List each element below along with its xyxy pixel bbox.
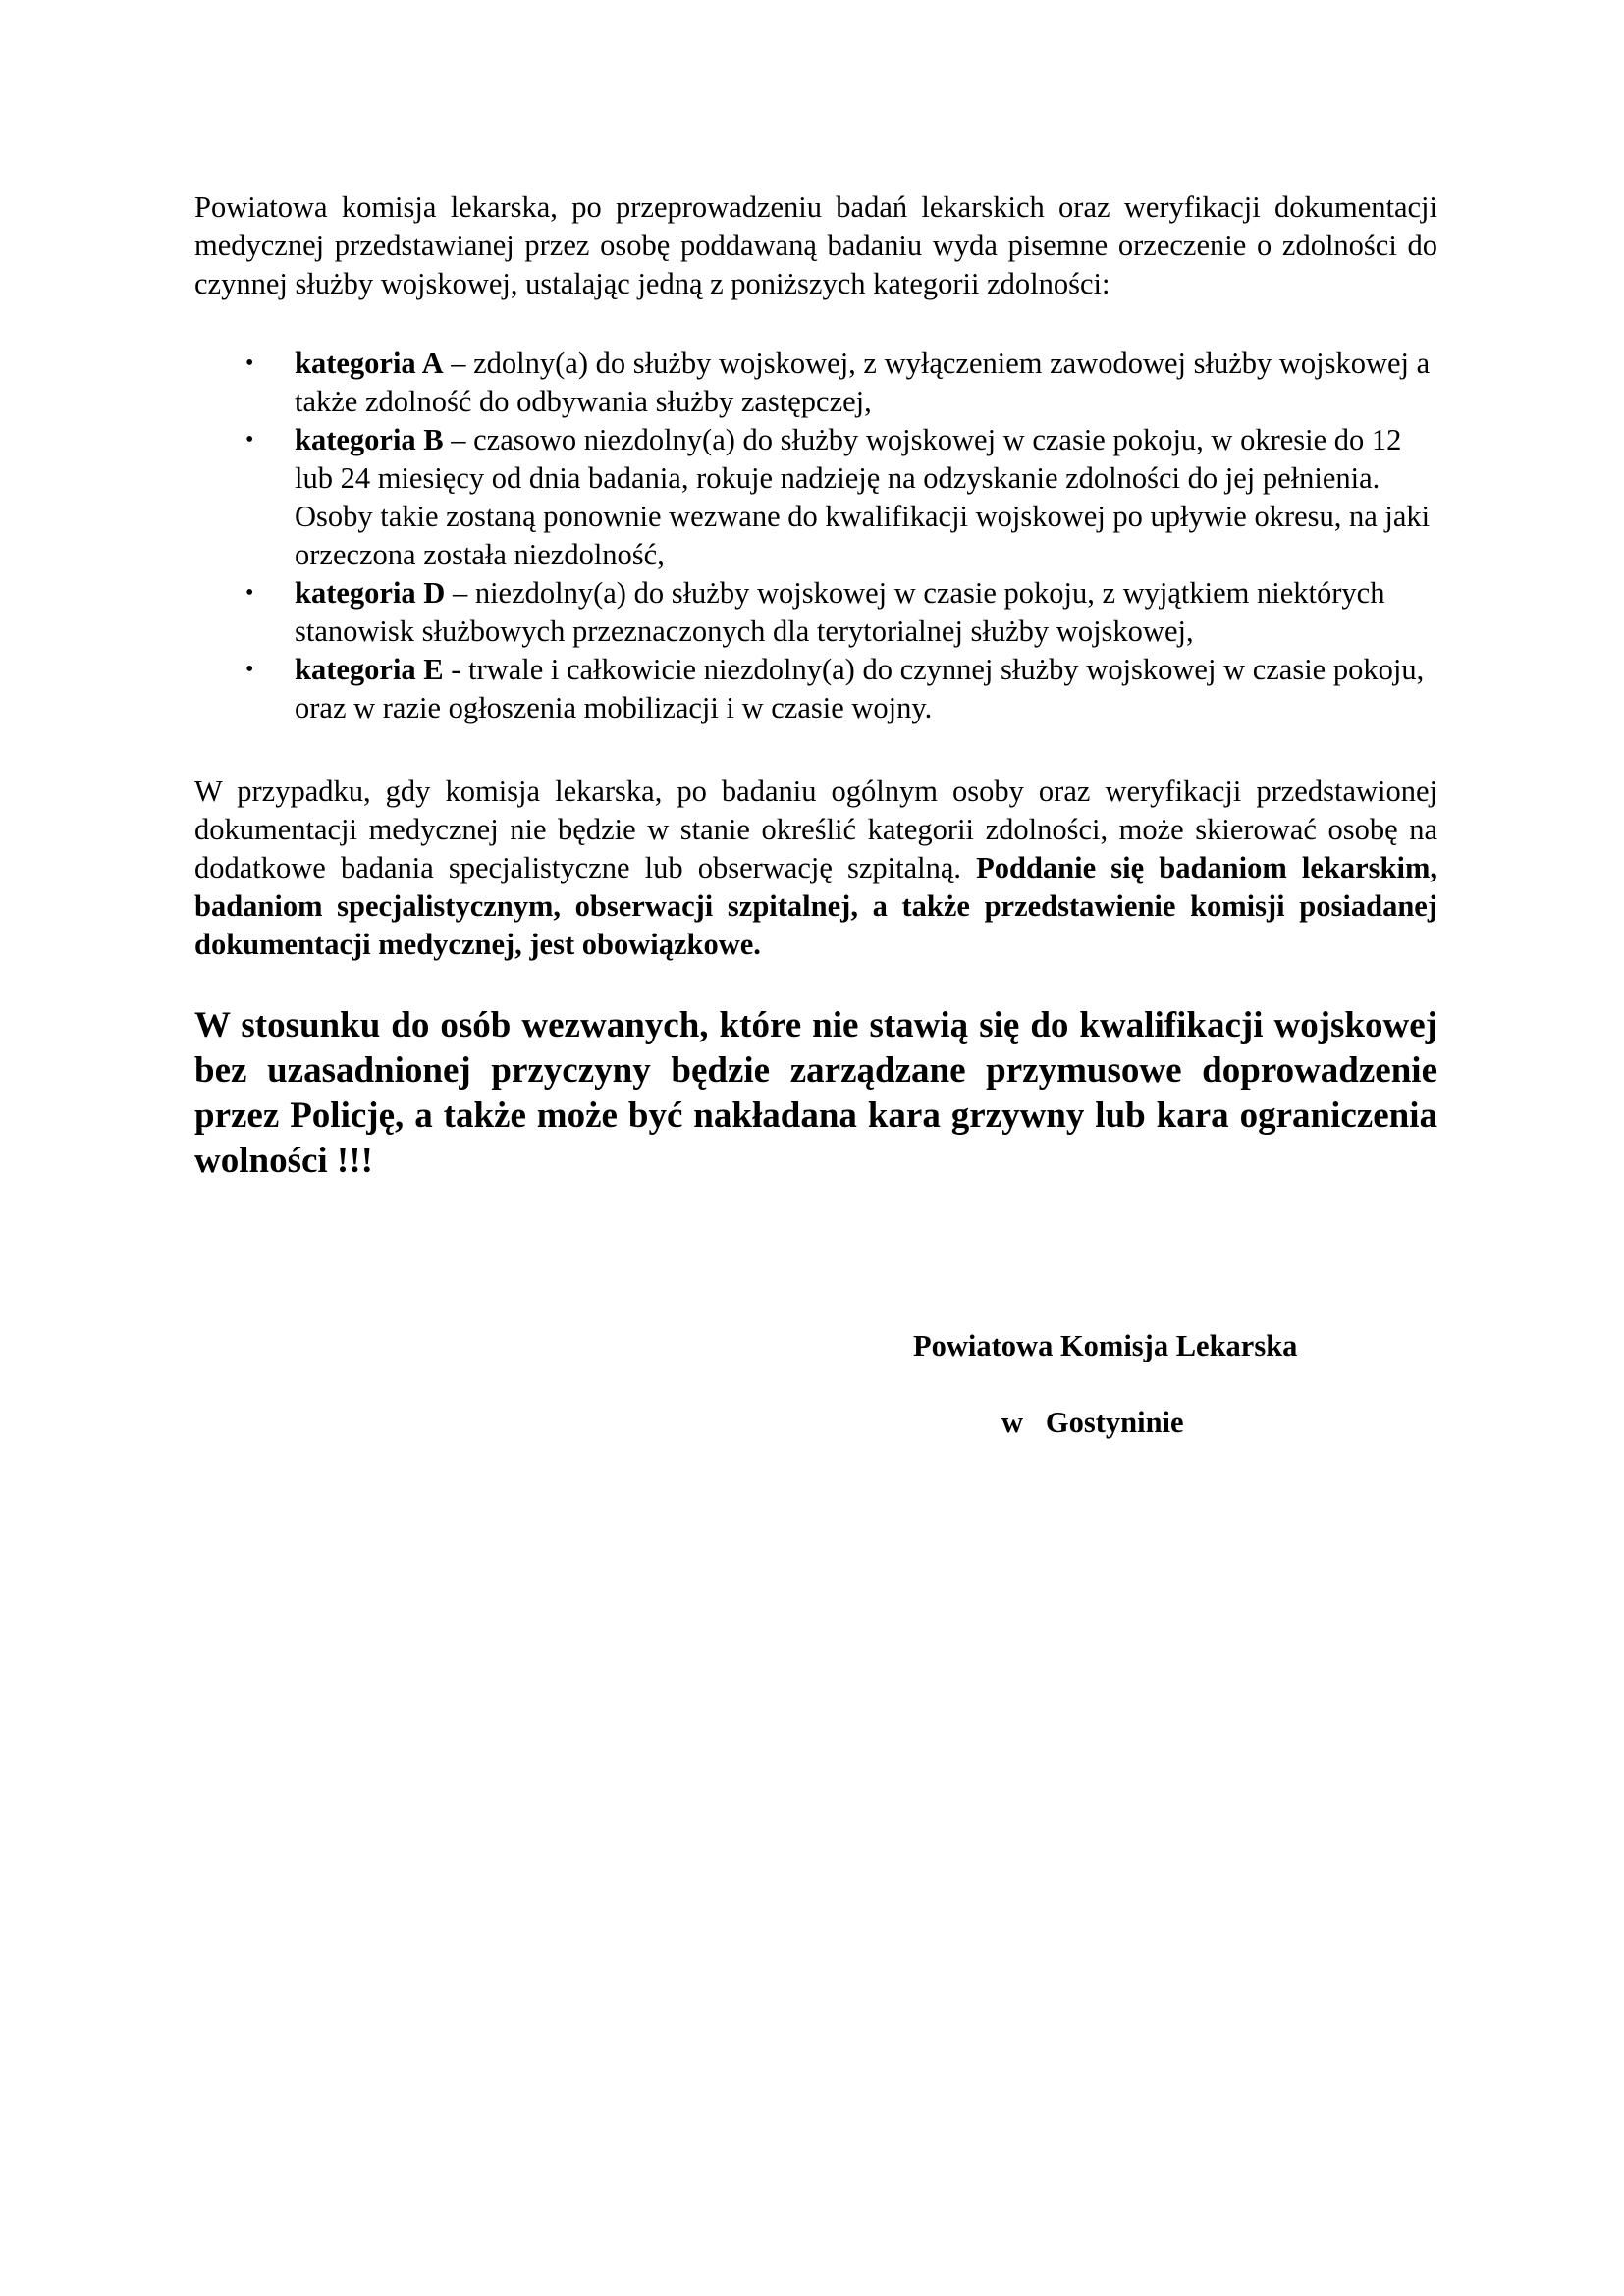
category-name: kategoria A: [295, 347, 444, 380]
category-description: – zdolny(a) do służby wojskowej, z wyłączeniem zawodowej służby wojskowej a także zdolność do odbywania służby zastępczej,: [295, 347, 1431, 418]
document-body: [194, 188, 1437, 1184]
signature-line-1: Powiatowa Komisja Lekarska: [913, 1329, 1298, 1362]
list-item: [194, 574, 1441, 651]
category-name: kategoria D: [295, 576, 446, 610]
category-description: - trwale i całkowicie niezdolny(a) do czynnej służby wojskowej w czasie pokoju, oraz w razie ogłoszenia mobilizacji i w czasie wojny.: [295, 653, 1425, 724]
intro-paragraph: Powiatowa komisja lekarska, po przeprowadzeniu badań lekarskich oraz weryfikacji dokumentacji medycznej przedstawianej przez osobę poddawaną badaniu wyda pisemne orzeczenie o zdolności do czynnej służby wojskowej, ustalając jedną z poniższych kategorii zdolności:: [194, 190, 1437, 300]
bullet-icon: •: [245, 350, 254, 376]
category-description: – czasowo niezdolny(a) do służby wojskowej w czasie pokoju, w okresie do 12 lub 24 miesięcy od dnia badania, rokuje nadzieję na odzyskanie zdolności do jej pełnienia. Osoby takie zostaną ponownie wezwane do kwalifikacji wojskowej po upływie okresu, na jaki orzeczona została niezdolność,: [295, 423, 1431, 571]
bullet-icon: •: [245, 580, 254, 606]
obligation-text: W przypadku, gdy komisja lekarska, po badaniu ogólnym osoby oraz weryfikacji przedstawionej dokumentacji medycznej nie będzie w stanie określić kategorii zdolności, może skierować osobę na dodatkowe badania specjalistyczne lub obserwację szpitalną.: [194, 774, 1437, 884]
obligation-bold-text: Poddanie się badaniom lekarskim, badaniom specjalistycznym, obserwacji szpitalnej, a także przedstawienie komisji posiadanej dokumentacji medycznej, jest obowiązkowe.: [194, 851, 1437, 961]
list-item: [194, 651, 1441, 727]
bullet-icon: •: [245, 657, 254, 682]
list-item: [194, 421, 1441, 574]
obligation-paragraph: [194, 773, 1437, 964]
category-description: – niezdolny(a) do służby wojskowej w czasie pokoju, z wyjątkiem niektórych stanowisk służbowych przeznaczonych dla terytorialnej służby wojskowej,: [295, 576, 1385, 648]
list-item: [194, 345, 1441, 421]
category-name: kategoria E: [295, 653, 444, 686]
warning-paragraph: W stosunku do osób wezwanych, które nie stawią się do kwalifikacji wojskowej bez uzasadnionej przyczyny będzie zarządzane przymusowe doprowadzenie przez Policję, a także może być nakładana kara grzywny lub kara ograniczenia wolności !!!: [194, 1005, 1437, 1181]
category-list: [194, 345, 1441, 727]
signature-line-2: w Gostyninie: [1001, 1406, 1184, 1439]
category-name: kategoria B: [295, 423, 444, 456]
bullet-icon: •: [245, 427, 254, 453]
